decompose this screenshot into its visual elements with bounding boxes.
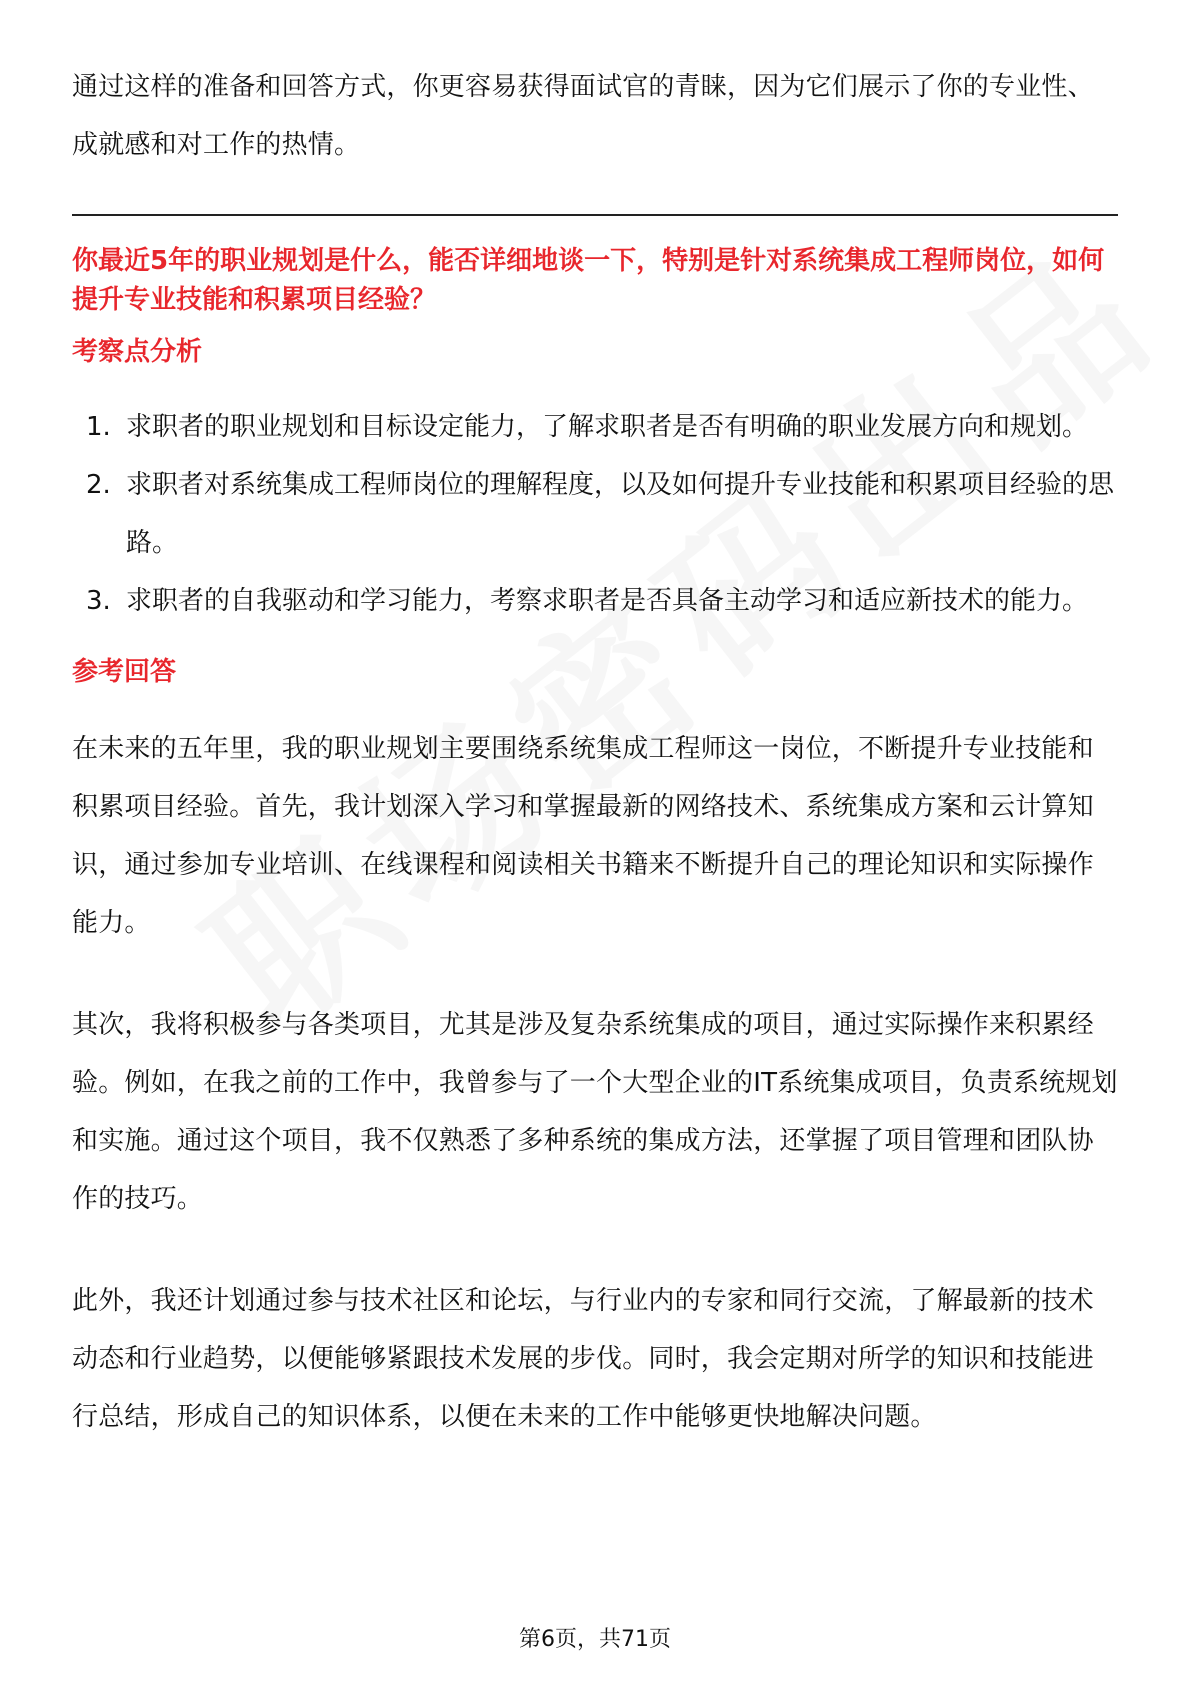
analysis-item-text: 求职者的自我驱动和学习能力，考察求职者是否具备主动学习和适应新技术的能力。 <box>126 586 1089 616</box>
answer-paragraph-2: 其次，我将积极参与各类项目，尤其是涉及复杂系统集成的项目，通过实际操作来积累经验。例如，在我之前的工作中，我曾参与了一个大型企业的IT系统集成项目，负责系统规划和实施。通过这个项目，我不仅熟悉了多种系统的集成方法，还掌握了项目管理和团队协作的技巧。 <box>72 1010 1118 1214</box>
answer-heading: 参考回答 <box>72 657 177 687</box>
question-title: 你最近5年的职业规划是什么，能否详细地谈一下，特别是针对系统集成工程师岗位，如何提升专业技能和积累项目经验？ <box>72 246 1105 315</box>
page-content <box>72 58 1118 1446</box>
analysis-item-number: 1. <box>86 412 111 442</box>
analysis-item-2 <box>72 456 1118 572</box>
analysis-item-number: 2. <box>86 470 111 500</box>
analysis-list <box>72 398 1118 630</box>
analysis-item-1 <box>72 398 1118 456</box>
analysis-item-number: 3. <box>86 586 111 616</box>
answer-paragraph-3: 此外，我还计划通过参与技术社区和论坛，与行业内的专家和同行交流，了解最新的技术动态和行业趋势，以便能够紧跟技术发展的步伐。同时，我会定期对所学的知识和技能进行总结，形成自己的知识体系，以便在未来的工作中能够更快地解决问题。 <box>72 1286 1094 1432</box>
section-divider <box>72 214 1118 216</box>
page-number: 第6页，共71页 <box>519 1627 671 1652</box>
intro-paragraph: 通过这样的准备和回答方式，你更容易获得面试官的青睐，因为它们展示了你的专业性、成就感和对工作的热情。 <box>72 72 1094 160</box>
analysis-item-text: 求职者的职业规划和目标设定能力，了解求职者是否有明确的职业发展方向和规划。 <box>126 412 1089 442</box>
analysis-item-text: 求职者对系统集成工程师岗位的理解程度，以及如何提升专业技能和积累项目经验的思路。 <box>126 470 1115 558</box>
answer-paragraph-1: 在未来的五年里，我的职业规划主要围绕系统集成工程师这一岗位，不断提升专业技能和积累项目经验。首先，我计划深入学习和掌握最新的网络技术、系统集成方案和云计算知识，通过参加专业培训、在线课程和阅读相关书籍来不断提升自己的理论知识和实际操作能力。 <box>72 734 1094 938</box>
analysis-item-3 <box>72 572 1118 630</box>
analysis-heading: 考察点分析 <box>72 337 203 367</box>
